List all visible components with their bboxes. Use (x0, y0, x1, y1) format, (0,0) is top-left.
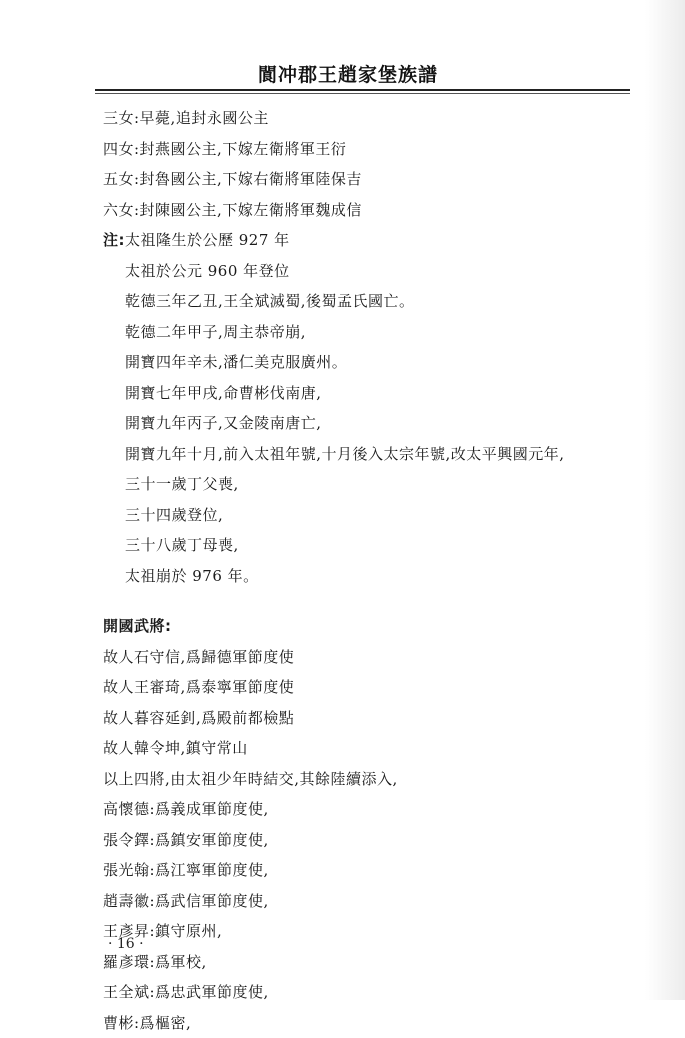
section-heading: 開國武將: (103, 611, 633, 642)
note-line: 開寶四年辛未,潘仁美克服廣州。 (103, 347, 633, 378)
general-line: 故人王審琦,爲泰寧軍節度使 (103, 672, 633, 703)
page-edge-shadow (645, 0, 685, 1000)
note-text: 太祖隆生於公歷 927 年 (125, 231, 290, 249)
general-line: 故人暮容延釗,爲殿前都檢點 (103, 703, 633, 734)
note-line: 開寶九年丙子,又金陵南唐亡, (103, 408, 633, 439)
general-line: 以上四將,由太祖少年時結交,其餘陸續添入, (103, 764, 633, 795)
general-line: 張令鐸:爲鎮安軍節度使, (103, 825, 633, 856)
general-line: 趙壽徽:爲武信軍節度使, (103, 886, 633, 917)
section-gap (103, 591, 633, 611)
daughter-line: 四女:封燕國公主,下嫁左衛將軍王衍 (103, 134, 633, 165)
general-line: 張光翰:爲江寧軍節度使, (103, 855, 633, 886)
note-first-line (103, 225, 633, 256)
page-title: 閬冲郡王趙家堡族譜 (258, 60, 438, 87)
general-line: 曹彬:爲樞密, (103, 1008, 633, 1038)
generals-section (103, 611, 633, 1038)
general-line: 故人石守信,爲歸德軍節度使 (103, 642, 633, 673)
daughters-list (103, 103, 633, 225)
note-line: 太祖崩於 976 年。 (103, 561, 633, 592)
general-line: 羅彥環:爲軍校, (103, 947, 633, 978)
general-line: 王彥昇:鎮守原州, (103, 916, 633, 947)
note-line: 乾德二年甲子,周主恭帝崩, (103, 317, 633, 348)
page-body (103, 103, 633, 1038)
note-line: 乾德三年乙丑,王全斌滅蜀,後蜀孟氏國亡。 (103, 286, 633, 317)
page-number: · 16 · (108, 936, 144, 952)
daughter-line: 三女:早薨,追封永國公主 (103, 103, 633, 134)
note-line: 三十八歲丁母喪, (103, 530, 633, 561)
header-rule (95, 89, 630, 91)
daughter-line: 五女:封魯國公主,下嫁右衛將軍陸保吉 (103, 164, 633, 195)
note-line: 三十四歲登位, (103, 500, 633, 531)
general-line: 高懷德:爲義成軍節度使, (103, 794, 633, 825)
note-label: 注: (103, 231, 125, 249)
note-line: 開寶九年十月,前入太祖年號,十月後入太宗年號,改太平興國元年, (103, 439, 633, 470)
header-rule-thin (95, 93, 630, 94)
note-line: 太祖於公元 960 年登位 (103, 256, 633, 287)
general-line: 故人韓令坤,鎮守常山 (103, 733, 633, 764)
general-line: 王全斌:爲忠武軍節度使, (103, 977, 633, 1008)
note-line: 開寶七年甲戌,命曹彬伐南唐, (103, 378, 633, 409)
note-line: 三十一歲丁父喪, (103, 469, 633, 500)
daughter-line: 六女:封陳國公主,下嫁左衛將軍魏成信 (103, 195, 633, 226)
notes-section (103, 225, 633, 591)
